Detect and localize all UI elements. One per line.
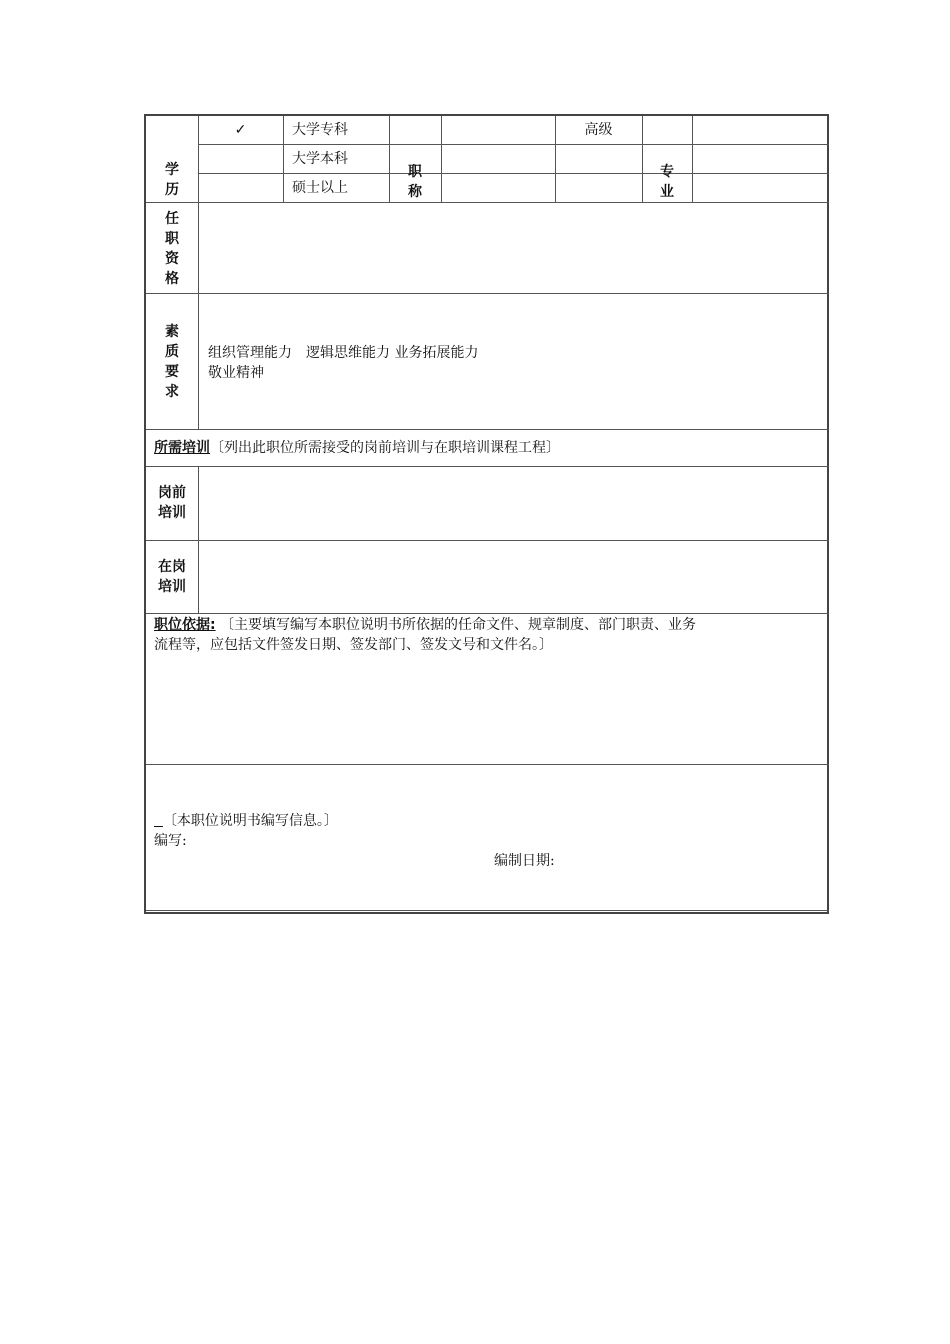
training-heading: 所需培训 [154, 440, 210, 456]
quality-text-line: 组织管理能力 逻辑思维能力 业务拓展能力 [208, 345, 479, 361]
training-row [154, 439, 560, 458]
basis-line [154, 616, 696, 635]
date-label: 编制日期: [494, 853, 555, 869]
job-description-form [144, 114, 829, 914]
row-divider [198, 173, 829, 174]
quality-text-line: 敬业精神 [208, 365, 264, 381]
row-divider [198, 144, 829, 145]
on-job-training-label: 在岗 培训 [158, 559, 186, 595]
title-level: 高级 [584, 122, 613, 138]
row-divider [146, 202, 829, 203]
qualifications-label: 任 职 资 格 [165, 211, 179, 287]
row-divider [146, 429, 829, 430]
training-note: 〔列出此职位所需接受的岗前培训与在职培训课程工程〕 [210, 440, 560, 456]
basis-text: 〔主要填写编写本职位说明书所依据的任命文件、规章制度、部门职责、业务 [215, 617, 697, 633]
row-divider [146, 613, 829, 614]
education-option: 硕士以上 [292, 180, 348, 196]
authoring-blank [154, 813, 163, 829]
pre-job-training-label: 岗前 培训 [158, 485, 186, 521]
writer-label: 编写: [154, 833, 187, 849]
column-divider [441, 116, 442, 202]
education-label: 学 历 [165, 162, 179, 198]
quality-label: 素 质 要 求 [165, 324, 179, 400]
basis-line: 流程等，应包括文件签发日期、签发部门、签发文号和文件名。〕 [154, 637, 553, 653]
education-option: 大学本科 [292, 151, 348, 167]
row-divider [146, 910, 829, 911]
row-divider [146, 764, 829, 765]
row-divider [146, 293, 829, 294]
column-divider [198, 116, 199, 429]
row-divider [146, 466, 829, 467]
row-divider [146, 540, 829, 541]
authoring-info: 〔本职位说明书编写信息。〕 [154, 812, 338, 831]
check-mark-icon: ✓ [234, 122, 247, 138]
basis-heading: 职位依据: [154, 617, 216, 633]
title-rank-label: 职 称 [408, 164, 422, 200]
column-divider [198, 466, 199, 613]
education-option: 大学专科 [292, 122, 348, 138]
column-divider [692, 116, 693, 202]
column-divider [283, 116, 284, 202]
major-label: 专 业 [660, 164, 674, 200]
